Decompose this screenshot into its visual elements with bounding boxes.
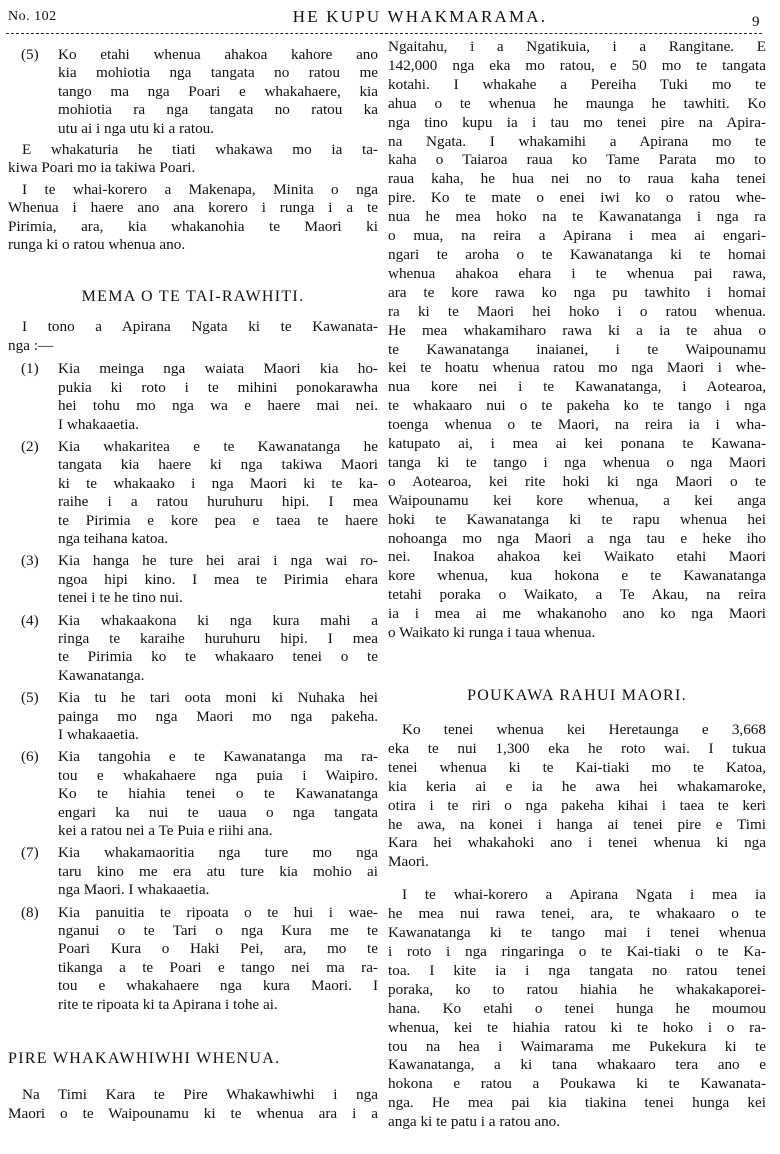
text-line: whenua ahakoa ehara i te whenua pai rawa, xyxy=(388,264,766,282)
section-heading: POUKAWA RAHUI MAORI. xyxy=(467,687,687,704)
item-number: (3) xyxy=(21,552,39,570)
numbered-item xyxy=(8,360,378,434)
page-header xyxy=(0,0,780,36)
text-line: Kawanatanga, a ki tana whakaaro tera ano e xyxy=(388,1056,766,1074)
text-line: 142,000 nga eka mo ratou, e 50 mo te tangata xyxy=(388,56,766,74)
text-line: kiwa Poari mo ia takiwa Poari. xyxy=(8,159,196,177)
paragraph xyxy=(8,318,378,355)
text-line: eka te nui 1,300 eka he roto wai. I tukua xyxy=(388,739,766,757)
text-line: nga :— xyxy=(8,336,54,354)
section-heading: MEMA O TE TAI-RAWHITI. xyxy=(81,288,305,306)
text-line: o mua, na reira a Apirana i mea ai engari- xyxy=(388,227,766,245)
text-line: mohiotia ra nga tangata no ratou ka xyxy=(58,101,378,119)
item-number: (8) xyxy=(21,903,39,921)
numbered-item xyxy=(8,438,378,548)
text-line: Kia meinga nga waiata Maori kia ho- xyxy=(58,360,378,378)
text-line: toenga whenua o te Maori, na reira ia i wha- xyxy=(388,416,766,434)
text-line: nga Maori. I whakaaetia. xyxy=(58,881,210,899)
text-line: hana. Ko etahi o tenei hunga he moumou xyxy=(388,999,766,1017)
text-line: nohoanga mo nga Maori a nga tau e heke iho xyxy=(388,529,766,547)
text-line: ra ki te Maori hei hoko i o ratou whenua. xyxy=(388,302,766,320)
text-line: Pirimia, ara, kia whakanohia te Maori ki xyxy=(8,217,378,235)
numbered-item xyxy=(8,689,378,744)
text-line: kotahi. I whakahe a Pereiha Tuki mo te xyxy=(388,75,766,93)
item-number: (6) xyxy=(21,748,39,766)
text-line: ngoa hipi kino. I mea te Pirimia ehara xyxy=(58,570,378,588)
text-line: utu ai i nga utu ki a ratou. xyxy=(58,119,215,137)
text-line: Kawanatanga. xyxy=(58,666,145,684)
text-line: Kia whakamaoritia nga ture mo nga xyxy=(58,844,378,862)
text-line: Maori. xyxy=(388,853,429,871)
left-column xyxy=(8,38,378,1123)
text-line: nua kore nei i te Kawanatanga, i Aotearoa, xyxy=(388,378,766,396)
text-line: He mea whakamiharo rawa ki a ia te ahua o xyxy=(388,321,766,339)
text-line: o Aotearoa, kei rite hoki ki nga Maori o te xyxy=(388,472,766,490)
numbered-item xyxy=(8,748,378,840)
text-line: I te whai-korero a Makenapa, Minita o nga xyxy=(22,180,378,198)
text-line: nga. He mea pai kia tiakina tenei hunga kei xyxy=(388,1094,766,1112)
text-line: ahua o te whenua he maunga he tawhiti. Ko xyxy=(388,94,766,112)
text-line: tango ma nga Poari e whakahaere, kia xyxy=(58,82,378,100)
right-column xyxy=(388,38,766,1132)
header-rule xyxy=(6,33,762,34)
paragraph xyxy=(8,181,378,255)
numbered-item xyxy=(8,552,378,607)
item-number: (4) xyxy=(21,611,39,629)
numbered-item xyxy=(8,46,378,138)
text-line: Ko etahi whenua ahakoa kahore ano xyxy=(58,46,378,63)
text-line: anga ki te patu i a ratou ano. xyxy=(388,1113,561,1131)
item-number: (5) xyxy=(21,689,39,707)
text-line: Kia whakaakona ki nga kura mahi a xyxy=(58,611,378,629)
text-line: Kia tu he tari oota moni ki Nuhaka hei xyxy=(58,689,378,707)
paragraph xyxy=(8,141,378,178)
text-line: tanga ki te tango i nga whenua o nga Maori xyxy=(388,453,766,471)
text-line: hei tohu mo nga wa e haere mai nei. xyxy=(58,397,378,415)
text-line: whenua, kei te hiahia ratou ki te hoko i o ra- xyxy=(388,1018,766,1036)
text-line: nganui o te Tari o nga Kura me te xyxy=(58,922,378,940)
text-line: kaha o Taiaroa raua ko Tame Parata mo to xyxy=(388,151,766,169)
text-line: Kia hanga he ture hei arai i nga wai ro- xyxy=(58,552,378,570)
numbered-item xyxy=(8,844,378,899)
text-line: nei. Inakoa ahakoa kei Waikato etahi Maori xyxy=(388,548,766,566)
text-line: ngari te aroha o te Kawanatanga ki te homai xyxy=(388,245,766,263)
text-line: Kawanatanga ki te tango mai i tenei whenua xyxy=(388,924,766,942)
text-line: Ngaitahu, i a Ngatikuia, i a Rangitane. E xyxy=(388,38,766,55)
publication-title: HE KUPU WHAKMARAMA. xyxy=(292,7,548,26)
text-line: hokona e ratou a Poukawa ki te Kawanata- xyxy=(388,1075,766,1093)
text-line: engari ka nui te uaua o nga tangata xyxy=(58,803,378,821)
text-line: I tono a Apirana Ngata ki te Kawanata- xyxy=(22,318,378,336)
text-line: Poari Kura o Haki Pei, ara, mo te xyxy=(58,940,378,958)
text-line: otira i te riri o nga pakeha kihai i taea te keri xyxy=(388,796,766,814)
item-number: (7) xyxy=(21,844,39,862)
item-number: (5) xyxy=(21,46,39,63)
text-line: kei a ratou nei a Te Puia e riihi ana. xyxy=(58,822,273,840)
text-line: Whenua i haere ano ana korero i runga i a te xyxy=(8,199,378,217)
text-line: i roto i nga ringaringa o te Kai-tiaki o te Ka- xyxy=(388,942,766,960)
text-line: taru kino me era atu ture kia mohio ai xyxy=(58,862,378,880)
text-line: Kia tangohia e te Kawanatanga ma ra- xyxy=(58,748,378,766)
text-line: ki te whakaako i nga Maori ki te ka- xyxy=(58,474,378,492)
paragraph xyxy=(388,721,766,872)
text-line: na Ngata. I whakamihi a Apirana mo te xyxy=(388,132,766,150)
text-line: tou e whakahaere nga puia i Waipiro. xyxy=(58,766,378,784)
paragraph xyxy=(8,1086,378,1123)
text-line: ara te kore rawa ko nga pu tawhito i homai xyxy=(388,283,766,301)
text-line: ringa te karaihe huruhuru hipi. I mea xyxy=(58,629,378,647)
numbered-item xyxy=(8,904,378,1014)
text-line: I te whai-korero a Apirana Ngata i mea ia xyxy=(402,886,766,904)
text-line: te whakaaro nui o te pakeha ko te tango i nga xyxy=(388,397,766,415)
text-line: raihe i a ratou huruhuru hipi. I mea xyxy=(58,493,378,511)
text-line: hoki te Kawanatanga ki te rapu whenua hei xyxy=(388,510,766,528)
text-line: kia keria ai e ia he awa hei whakamaroke, xyxy=(388,777,766,795)
text-line: ia i mea ai me whakanoho ano ko nga Maori xyxy=(388,605,766,623)
text-line: I whakaaetia. xyxy=(58,726,139,743)
text-line: Ko tenei whenua kei Heretaunga e 3,668 xyxy=(402,721,766,738)
text-line: tenei whenua ki te Kai-tiaki mo te Katoa, xyxy=(388,758,766,776)
text-line: toa. I kite ia i nga tangata no ratou tenei xyxy=(388,961,766,979)
text-line: he awa, na konei i hanga ai tenei pire e Timi xyxy=(388,815,766,833)
text-line: tou e whakahaere nga kura Maori. I xyxy=(58,977,378,995)
section-heading: PIRE WHAKAWHIWHI WHENUA. xyxy=(8,1050,281,1068)
text-line: te Pirimia ko te whakaaro tenei o te xyxy=(58,648,378,666)
text-line: tenei i te he tino nui. xyxy=(58,589,183,607)
text-line: kia mohiotia nga tangata no ratou me xyxy=(58,64,378,82)
text-line: he mea nui rawa tenei, ara, te whakaaro o te xyxy=(388,905,766,923)
paragraph xyxy=(388,38,766,643)
text-line: painga mo nga Maori mo nga pakeha. xyxy=(58,707,378,725)
paragraph xyxy=(388,886,766,1132)
item-number: (2) xyxy=(21,437,39,455)
text-line: Ko te hiahia tenei o te Kawanatanga xyxy=(58,785,378,803)
text-line: Kara hei whakahoki ano i tenei whenua ki nga xyxy=(388,834,766,852)
text-line: te Kawanatanga inaianei, i te Waipounamu xyxy=(388,340,766,358)
text-line: Waipounamu kei kore whenua, a kei anga xyxy=(388,491,766,509)
text-line: kore whenua, kua hokona e te Kawanatanga xyxy=(388,567,766,585)
text-line: te Pirimia e kore pea e taea te haere xyxy=(58,511,378,529)
text-line: o Waikato ki runga i taua whenua. xyxy=(388,624,596,642)
text-line: pukia ki roto i te mihini ponokarawha xyxy=(58,378,378,396)
text-line: raua kaha, he hua nei no to raua kaha tenei xyxy=(388,170,766,188)
text-line: Maori o te Waipounamu ki te whenua ara i a xyxy=(8,1104,378,1122)
text-line: E whakaturia he tiati whakawa mo ia ta- xyxy=(22,141,378,159)
text-line: I whakaaetia. xyxy=(58,415,139,433)
text-line: tou na hea i Waimarama me Pukekura ki te xyxy=(388,1037,766,1055)
issue-number: No. 102 xyxy=(8,9,57,24)
text-line: nua he mea hoko na te Kawanatanga i nga ra xyxy=(388,208,766,226)
text-line: Na Timi Kara te Pire Whakawhiwhi i nga xyxy=(22,1086,378,1104)
item-number: (1) xyxy=(21,360,39,378)
text-line: poraka, ko to ratou hiahia he whakakaporei- xyxy=(388,980,766,998)
text-line: Kia panuitia te ripoata o te hui i wae- xyxy=(58,903,378,921)
text-line: runga ki o ratou whenua ano. xyxy=(8,236,186,254)
text-line: kei te hoatu whenua ratou mo nga Maori i whe- xyxy=(388,359,766,377)
text-line: katupato ai, i mea ai kei ponana te Kawana- xyxy=(388,435,766,453)
text-line: nga tino kupu ia i tau mo tenei pire na Apira- xyxy=(388,113,766,131)
text-line: tetahi poraka o Waikato, a Te Akau, na reira xyxy=(388,586,766,604)
text-line: nga teihana katoa. xyxy=(58,529,169,547)
text-line: rite te ripoata ki ta Apirana i tohe ai. xyxy=(58,995,278,1013)
page-number: 9 xyxy=(752,14,760,30)
text-line: tikanga a te Poari e tango nei ma ra- xyxy=(58,958,378,976)
text-line: Kia whakaritea e te Kawanatanga he xyxy=(58,437,378,455)
text-line: pire. Ko te mate o enei iwi ko o ratou whe- xyxy=(388,189,766,207)
numbered-item xyxy=(8,612,378,686)
text-line: tangata kia haere ki nga takiwa Maori xyxy=(58,456,378,474)
